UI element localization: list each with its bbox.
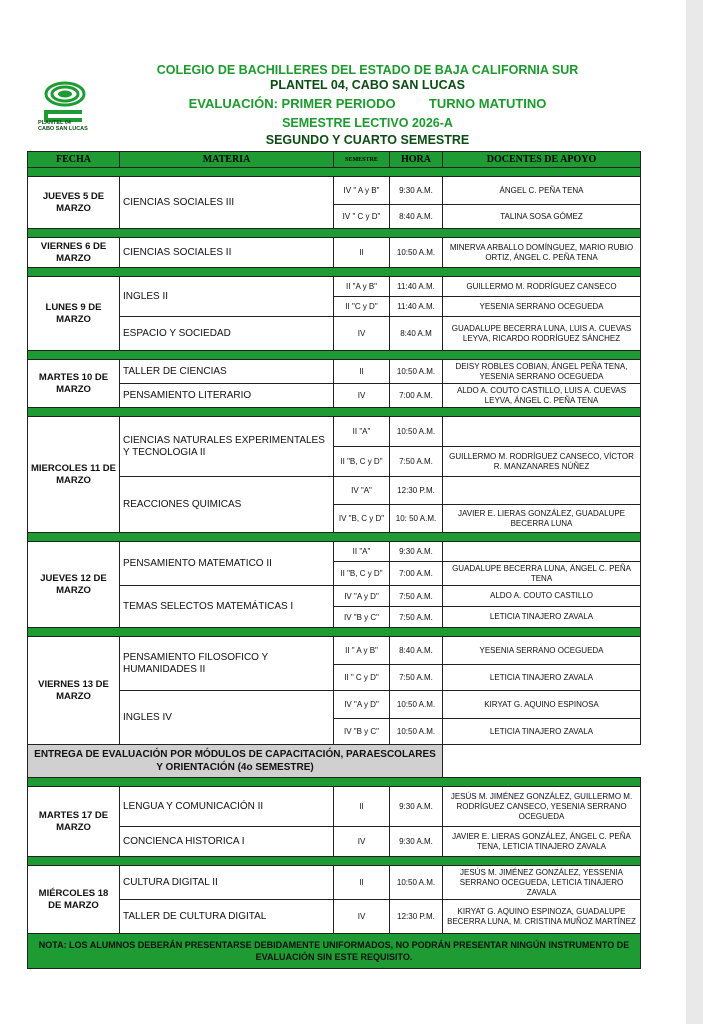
separator xyxy=(28,778,641,787)
fecha-cell: VIERNES 6 DE MARZO xyxy=(28,238,120,268)
table-row xyxy=(28,827,641,857)
table-row xyxy=(28,277,641,297)
table-row xyxy=(28,586,641,607)
table-row xyxy=(28,317,641,351)
materia-cell: INGLES IV xyxy=(120,691,334,745)
semestre-cell: II "B, C y D" xyxy=(334,447,390,477)
semestre-cell: II " C y D" xyxy=(334,665,390,691)
hora-cell: 10:50 A.M. xyxy=(390,360,443,384)
col-semestre: SEMESTRE xyxy=(334,152,390,168)
header-line-5: SEGUNDO Y CUARTO SEMESTRE xyxy=(265,133,470,147)
docentes-cell: JESÚS M. JIMÉNEZ GONZÁLEZ, YESSENIA SERRANO OCEGUEDA, LETICIA TINAJERO ZAVALA xyxy=(443,866,641,900)
hora-cell: 10:50 A.M. xyxy=(390,417,443,447)
docentes-cell xyxy=(443,417,641,447)
page-edge xyxy=(686,0,703,1024)
materia-cell: CULTURA DIGITAL II xyxy=(120,866,334,900)
materia-cell: TALLER DE CIENCIAS xyxy=(120,360,334,384)
hora-cell: 12:30 P.M. xyxy=(390,477,443,505)
semestre-cell: II xyxy=(334,866,390,900)
table-row xyxy=(28,637,641,665)
semestre-cell: II xyxy=(334,360,390,384)
header-evaluacion: EVALUACIÓN: PRIMER PERIODO xyxy=(188,96,396,111)
schedule-table xyxy=(27,151,641,969)
header-line-4: SEMESTRE LECTIVO 2026-A xyxy=(282,116,453,130)
table-row xyxy=(28,745,641,778)
hora-cell: 10: 50 A.M. xyxy=(390,505,443,533)
docentes-cell: JAVIER E. LIERAS GONZÁLEZ, GUADALUPE BECERRA LUNA xyxy=(443,505,641,533)
header-line-2: PLANTEL 04, CABO SAN LUCAS xyxy=(270,78,465,92)
fecha-cell: JUEVES 5 DE MARZO xyxy=(28,177,120,229)
materia-cell: TALLER DE CULTURA DIGITAL xyxy=(120,900,334,934)
docentes-cell: ALDO A. COUTO CASTILLO xyxy=(443,586,641,607)
table-row xyxy=(28,787,641,827)
col-fecha: FECHA xyxy=(28,152,120,168)
header-line-1: COLEGIO DE BACHILLERES DEL ESTADO DE BAJA CALIFORNIA SUR xyxy=(156,63,579,77)
separator xyxy=(28,268,641,277)
docentes-cell: LETICIA TINAJERO ZAVALA xyxy=(443,719,641,745)
fecha-cell: MIÉRCOLES 18 DE MARZO xyxy=(28,866,120,934)
hora-cell: 10:50 A.M. xyxy=(390,238,443,268)
docentes-cell: GUILLERMO M. RODRÍGUEZ CANSECO, VÍCTOR R. MANZANARES NÚÑEZ xyxy=(443,447,641,477)
materia-cell: PENSAMIENTO MATEMATICO II xyxy=(120,542,334,586)
docentes-cell: GUADALUPE BECERRA LUNA, ÁNGEL C. PEÑA TENA xyxy=(443,562,641,586)
logo-text-city: CABO SAN LUCAS xyxy=(38,126,88,132)
docentes-cell: KIRYAT G. AQUINO ESPINOSA xyxy=(443,691,641,719)
hora-cell: 10:50 A.M. xyxy=(390,866,443,900)
logo-text-plantel: PLANTEL 04 xyxy=(38,120,71,126)
nota-footer: NOTA: LOS ALUMNOS DEBERÁN PRESENTARSE DEBIDAMENTE UNIFORMADOS, NO PODRÁN PRESENTAR NINGÚN INSTRUMENTO DE EVALUACIÓN SIN ESTE REQUISITO. xyxy=(28,934,641,969)
docentes-cell: YESENIA SERRANO OCEGUEDA xyxy=(443,637,641,665)
separator xyxy=(28,857,641,866)
hora-cell: 9:30 A.M. xyxy=(390,542,443,562)
hora-cell: 9:30 A.M. xyxy=(390,787,443,827)
docentes-cell: JESÚS M. JIMÉNEZ GONZÁLEZ, GUILLERMO M. RODRÍGUEZ CANSECO, YESENIA SERRANO OCEGUEDA xyxy=(443,787,641,827)
docentes-cell: GUADALUPE BECERRA LUNA, LUIS A. CUEVAS LEYVA, RICARDO RODRÍGUEZ SÁNCHEZ xyxy=(443,317,641,351)
materia-cell: CIENCIAS SOCIALES II xyxy=(120,238,334,268)
table-row xyxy=(28,934,641,969)
semestre-cell: IV "B y C" xyxy=(334,719,390,745)
col-docentes: DOCENTES DE APOYO xyxy=(443,152,641,168)
materia-cell: ESPACIO Y SOCIEDAD xyxy=(120,317,334,351)
entrega-notice: ENTREGA DE EVALUACIÓN POR MÓDULOS DE CAPACITACIÓN, PARAESCOLARES Y ORIENTACIÓN (4o SEMESTRE) xyxy=(28,745,443,778)
hora-cell: 7:00 A.M. xyxy=(390,562,443,586)
header-line-3 xyxy=(95,96,640,111)
hora-cell: 7:50 A.M. xyxy=(390,586,443,607)
separator xyxy=(28,229,641,238)
materia-cell: CIENCIAS NATURALES EXPERIMENTALES Y TECNOLOGIA II xyxy=(120,417,334,477)
hora-cell: 7:00 A.M. xyxy=(390,384,443,408)
docentes-cell: KIRYAT G. AQUINO ESPINOZA, GUADALUPE BECERRA LUNA, M. CRISTINA MUÑOZ MARTÍNEZ xyxy=(443,900,641,934)
semestre-cell: IV xyxy=(334,317,390,351)
separator xyxy=(28,628,641,637)
semestre-cell: II "C y D" xyxy=(334,297,390,317)
materia-cell: CONCIENCA HISTORICA I xyxy=(120,827,334,857)
fecha-cell: MARTES 10 DE MARZO xyxy=(28,360,120,408)
separator xyxy=(28,533,641,542)
table-row xyxy=(28,691,641,719)
docentes-cell: JAVIER E. LIERAS GONZÁLEZ, ÁNGEL C. PEÑA TENA, LETICIA TINAJERO ZAVALA xyxy=(443,827,641,857)
table-row xyxy=(28,384,641,408)
table-row xyxy=(28,360,641,384)
hora-cell: 10:50 A.M. xyxy=(390,691,443,719)
semestre-cell: II "B, C y D" xyxy=(334,562,390,586)
separator xyxy=(28,168,641,177)
table-row xyxy=(28,900,641,934)
semestre-cell: II "A" xyxy=(334,417,390,447)
hora-cell: 10:50 A.M. xyxy=(390,719,443,745)
semestre-cell: II xyxy=(334,787,390,827)
docentes-cell: YESENIA SERRANO OCEGUEDA xyxy=(443,297,641,317)
materia-cell: REACCIONES QUIMICAS xyxy=(120,477,334,533)
table-row xyxy=(28,477,641,505)
fecha-cell: LUNES 9 DE MARZO xyxy=(28,277,120,351)
materia-cell: PENSAMIENTO LITERARIO xyxy=(120,384,334,408)
hora-cell: 11:40 A.M. xyxy=(390,297,443,317)
docentes-cell: MINERVA ARBALLO DOMÍNGUEZ, MARIO RUBIO ORTIZ, ÁNGEL C. PEÑA TENA xyxy=(443,238,641,268)
semestre-cell: IV "A" xyxy=(334,477,390,505)
materia-cell: INGLES II xyxy=(120,277,334,317)
docentes-cell: LETICIA TINAJERO ZAVALA xyxy=(443,607,641,628)
materia-cell: CIENCIAS SOCIALES III xyxy=(120,177,334,229)
table-header-row xyxy=(28,152,641,168)
hora-cell: 8:40 A.M. xyxy=(390,205,443,229)
semestre-cell: IV xyxy=(334,827,390,857)
separator xyxy=(28,408,641,417)
materia-cell: TEMAS SELECTOS MATEMÁTICAS I xyxy=(120,586,334,628)
semestre-cell: IV "A y D" xyxy=(334,586,390,607)
col-materia: MATERIA xyxy=(120,152,334,168)
docentes-cell: ALDO A. COUTO CASTILLO, LUIS A. CUEVAS LEYVA, ÁNGEL C. PEÑA TENA xyxy=(443,384,641,408)
fecha-cell: MIERCOLES 11 DE MARZO xyxy=(28,417,120,533)
hora-cell: 7:50 A.M. xyxy=(390,665,443,691)
semestre-cell: IV "B, C y D" xyxy=(334,505,390,533)
docentes-cell xyxy=(443,477,641,505)
table-row xyxy=(28,238,641,268)
docentes-cell: DEISY ROBLES COBIAN, ÁNGEL PEÑA TENA, YESENIA SERRANO OCEGUEDA xyxy=(443,360,641,384)
hora-cell: 11:40 A.M. xyxy=(390,277,443,297)
semestre-cell: II " A y B" xyxy=(334,637,390,665)
hora-cell: 7:50 A.M. xyxy=(390,607,443,628)
hora-cell: 8:40 A.M xyxy=(390,317,443,351)
hora-cell: 12:30 P.M. xyxy=(390,900,443,934)
semestre-cell: II "A y B" xyxy=(334,277,390,297)
semestre-cell: IV " C y D" xyxy=(334,205,390,229)
docentes-cell: ÁNGEL C. PEÑA TENA xyxy=(443,177,641,205)
semestre-cell: IV "B y C" xyxy=(334,607,390,628)
docentes-cell xyxy=(443,542,641,562)
header-turno: TURNO MATUTINO xyxy=(428,96,547,111)
semestre-cell: II xyxy=(334,238,390,268)
semestre-cell: IV xyxy=(334,384,390,408)
table-row xyxy=(28,177,641,205)
docentes-cell: TALINA SOSA GÓMEZ xyxy=(443,205,641,229)
table-row xyxy=(28,542,641,562)
semestre-cell: IV "A y D" xyxy=(334,691,390,719)
materia-cell: PENSAMIENTO FILOSOFICO Y HUMANIDADES II xyxy=(120,637,334,691)
school-logo xyxy=(38,80,100,132)
semestre-cell: IV " A y B" xyxy=(334,177,390,205)
hora-cell: 9:30 A.M. xyxy=(390,177,443,205)
materia-cell: LENGUA Y COMUNICACIÓN II xyxy=(120,787,334,827)
separator xyxy=(28,351,641,360)
hora-cell: 7:50 A.M. xyxy=(390,447,443,477)
fecha-cell: JUEVES 12 DE MARZO xyxy=(28,542,120,628)
fecha-cell: MARTES 17 DE MARZO xyxy=(28,787,120,857)
table-row xyxy=(28,866,641,900)
semestre-cell: II "A" xyxy=(334,542,390,562)
docentes-cell: LETICIA TINAJERO ZAVALA xyxy=(443,665,641,691)
docentes-cell: GUILLERMO M. RODRÍGUEZ CANSECO xyxy=(443,277,641,297)
hora-cell: 9:30 A.M. xyxy=(390,827,443,857)
table-row xyxy=(28,417,641,447)
semestre-cell: IV xyxy=(334,900,390,934)
fecha-cell: VIERNES 13 DE MARZO xyxy=(28,637,120,745)
col-hora: HORA xyxy=(390,152,443,168)
hora-cell: 8:40 A.M. xyxy=(390,637,443,665)
